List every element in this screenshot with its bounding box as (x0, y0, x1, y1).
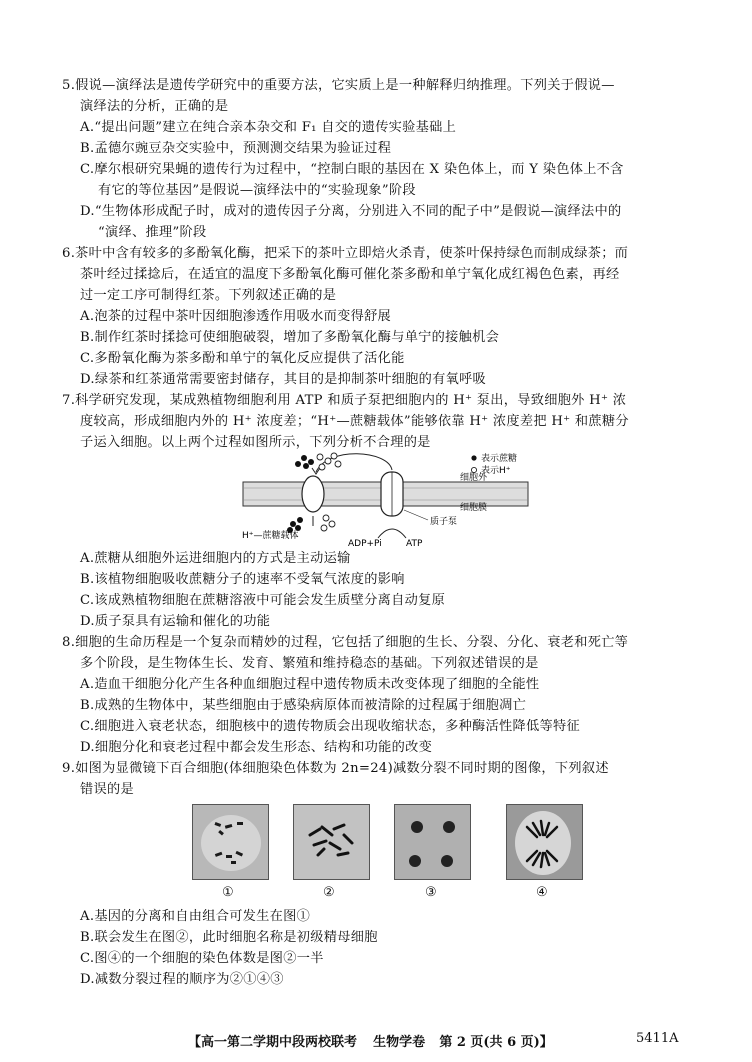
q9-stem-line-2: 错误的是 (80, 782, 134, 797)
q7-option-a[interactable]: A.蔗糖从细胞外运进细胞内的方式是主动运输 (80, 551, 351, 566)
q7-option-c[interactable]: C.该成熟植物细胞在蔗糖溶液中可能会发生质壁分离自动复原 (80, 593, 446, 608)
legend-h-label: 表示H⁺ (481, 466, 511, 476)
q6-option-c[interactable]: C.多酚氧化酶为茶多酚和单宁的氧化反应提供了活化能 (80, 351, 405, 366)
q5-option-c-cont: 有它的等位基因”是假说—演绎法中的“实验现象”阶段 (98, 183, 416, 198)
sucrose-carrier-protein (302, 476, 324, 512)
q6-stem-line-3: 过一定工序可制得红茶。下列叙述正确的是 (80, 288, 337, 303)
q5-option-c[interactable]: C.摩尔根研究果蝇的遗传行为过程中，“控制白眼的基因在 X 染色体上，而 Y 染色体上不含 (80, 162, 624, 177)
footer-exam-title: 【高一第二学期中段两校联考 (188, 1035, 358, 1050)
footer-code: 5411A (636, 1031, 679, 1046)
footer-subject: 生物学卷 (373, 1035, 426, 1050)
adp-label: ADP+Pi (348, 539, 382, 549)
h-ions-inside (321, 515, 335, 531)
legend-sucrose-label: 表示蔗糖 (481, 454, 518, 464)
q9-option-c[interactable]: C.图④的一个细胞的染色体数是图②一半 (80, 951, 324, 966)
q6-option-b[interactable]: B.制作红茶时揉捻可使细胞破裂，增加了多酚氧化酶与单宁的接触机会 (80, 330, 500, 345)
cell-outside-label: 细胞外 (460, 473, 488, 483)
micrograph-3-caption: ③ (425, 885, 437, 900)
footer-page-number: 第 2 页(共 6 页)】 (439, 1035, 553, 1050)
q9-option-d[interactable]: D.减数分裂过程的顺序为②①④③ (80, 972, 284, 987)
atp-label: ATP (406, 539, 423, 549)
q8-option-c[interactable]: C.细胞进入衰老状态，细胞核中的遗传物质会出现收缩状态，多种酶活性降低等特征 (80, 719, 580, 734)
micrograph-3 (394, 804, 471, 880)
q5-option-d[interactable]: D.“生物体形成配子时，成对的遗传因子分离，分别进入不同的配子中”是假说—演绎法中的 (80, 204, 622, 219)
q6-stem-line-1: 6.茶叶中含有较多的多酚氧化酶，把采下的茶叶立即焙火杀青，使茶叶保持绿色而制成绿茶；而 (62, 246, 629, 261)
q5-stem-line-1: 5.假说—演绎法是遗传学研究中的重要方法，它实质上是一种解释归纳推理。下列关于假说— (62, 78, 615, 93)
micrograph-4-caption: ④ (536, 885, 548, 900)
micrograph-1-caption: ① (222, 885, 234, 900)
q6-stem-line-2: 茶叶经过揉捻后，在适宜的温度下多酚氧化酶可催化茶多酚和单宁氧化成红褐色色素，再经 (80, 267, 620, 282)
q8-option-d[interactable]: D.细胞分化和衰老过程中都会发生形态、结构和功能的改变 (80, 740, 433, 755)
q7-option-b[interactable]: B.该植物细胞吸收蔗糖分子的速率不受氧气浓度的影响 (80, 572, 405, 587)
q6-option-a[interactable]: A.泡茶的过程中茶叶因细胞渗透作用吸水而变得舒展 (80, 309, 392, 324)
q7-stem-line-1: 7.科学研究发现，某成熟植物细胞利用 ATP 和质子泵把细胞内的 H⁺ 泵出，导致细胞外 H⁺ 浓 (62, 393, 627, 408)
proton-pump-label: 质子泵 (430, 517, 458, 527)
footer (188, 1031, 553, 1050)
q8-option-a[interactable]: A.造血干细胞分化产生各种血细胞过程中遗传物质未改变体现了细胞的全能性 (80, 677, 540, 692)
q7-option-d[interactable]: D.质子泵具有运输和催化的功能 (80, 614, 271, 629)
q9-stem-line-1: 9.如图为显微镜下百合细胞(体细胞染色体数为 2n=24)减数分裂不同时期的图像，下列叙述 (62, 761, 609, 776)
q5-option-b[interactable]: B.孟德尔豌豆杂交实验中，预测测交结果为验证过程 (80, 141, 392, 156)
carrier-label: H⁺—蔗糖载体 (242, 531, 299, 541)
q8-stem-line-1: 8.细胞的生命历程是一个复杂而精妙的过程，它包括了细胞的生长、分裂、分化、衰老和死亡等 (62, 635, 629, 650)
q5-option-d-cont: “演绎、推理”阶段 (98, 225, 207, 240)
q9-option-a[interactable]: A.基因的分离和自由组合可发生在图① (80, 909, 311, 924)
cell-membrane-label: 细胞膜 (460, 503, 488, 513)
sucrose-molecules-outside (295, 455, 314, 469)
q5-option-a[interactable]: A.“提出问题”建立在纯合亲本杂交和 F₁ 自交的遗传实验基础上 (80, 120, 457, 135)
q6-option-d[interactable]: D.绿茶和红茶通常需要密封储存，其目的是抑制茶叶细胞的有氧呼吸 (80, 372, 487, 387)
h-ions-outside (317, 453, 341, 470)
membrane-transport-figure (238, 450, 538, 550)
q7-stem-line-3: 子运入细胞。以上两个过程如图所示，下列分析不合理的是 (80, 435, 431, 450)
q7-stem-line-2: 度较高，形成细胞内外的 H⁺ 浓度差；“H⁺—蔗糖载体”能够依靠 H⁺ 浓度差把 H⁺ 和蔗糖分 (80, 414, 629, 429)
micrograph-4 (506, 804, 583, 880)
q8-option-b[interactable]: B.成熟的生物体中，某些细胞由于感染病原体而被清除的过程属于细胞凋亡 (80, 698, 527, 713)
micrograph-1 (192, 804, 269, 880)
q9-option-b[interactable]: B.联会发生在图②，此时细胞名称是初级精母细胞 (80, 930, 378, 945)
q8-stem-line-2: 多个阶段，是生物体生长、发育、繁殖和维持稳态的基础。下列叙述错误的是 (80, 656, 539, 671)
micrograph-2-caption: ② (323, 885, 335, 900)
q5-stem-line-2: 演绎法的分析，正确的是 (80, 99, 229, 114)
micrograph-2 (293, 804, 370, 880)
